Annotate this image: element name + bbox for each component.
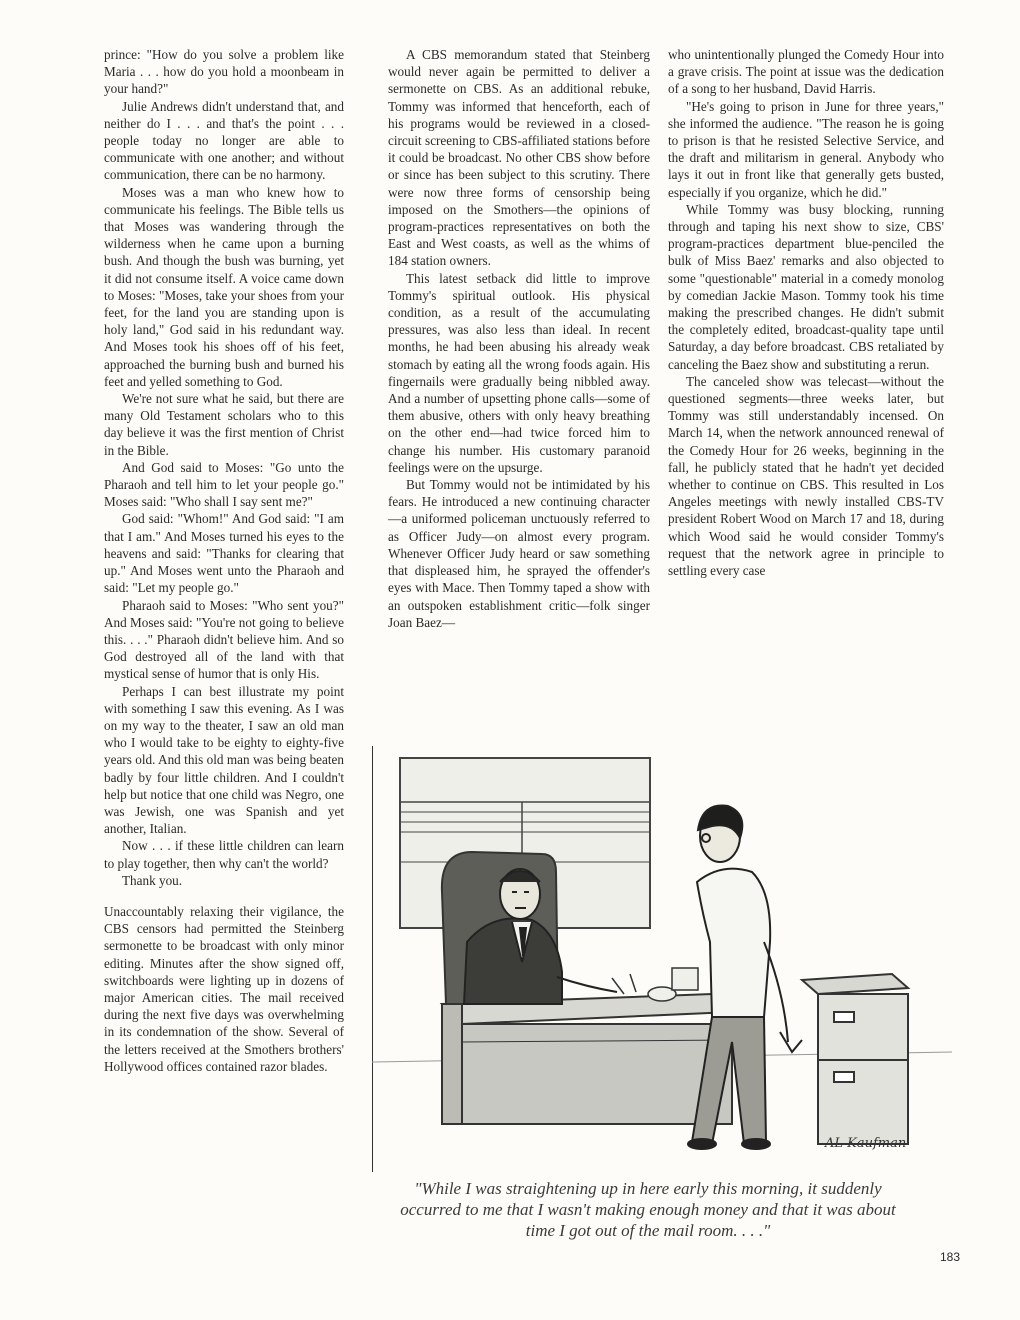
article-column-3	[668, 46, 944, 579]
paragraph: Thank you.	[122, 872, 183, 888]
paragraph: But Tommy would not be intimidated by his fears. He introduced a new continuing character—a uniformed policeman unctuously referred to as Officer Judy—on almost every program. Whenever Officer Judy heard or saw something that displeased him, he sprayed the offender's eyes with Mace. Then Tommy taped a show with an outspoken establishment critic—folk singer Joan Baez—	[388, 477, 650, 630]
office-desk	[442, 994, 732, 1124]
paragraph: This latest setback did little to improve Tommy's spiritual outlook. His physical condition, as a result of the accumulating pressures, was also less than ideal. In recent months, he had been abusing his already weak stomach by eating all the wrong foods again. His fingernails were gradually being nibbled away. And a number of upsetting phone calls—some of them abusive, others with only heavy breathing on the other end—had twice forced him to change his number. His customary paranoid feelings were on the upsurge.	[388, 270, 650, 475]
paragraph: Julie Andrews didn't understand that, and neither do I . . . and that's the point . . . people today no longer are able to communicate with one another; and without communication, there can be no harmony.	[104, 98, 344, 183]
paragraph: who unintentionally plunged the Comedy Hour into a grave crisis. The point at issue was the dedication of a song to her husband, David Harris.	[668, 47, 944, 97]
paragraph-closing: Unaccountably relaxing their vigilance, the CBS censors had permitted the Steinberg sermonette to be broadcast with only minor editing. Minutes after the show signed off, switchboards were lighting up in dozens of major American cities. The mail received during the next five days was overwhelming in its condemnation of the show. Several of the letters received at the Smothers brothers' Hollywood offices contained razor blades.	[104, 903, 344, 1074]
paragraph: The canceled show was telecast—without the questioned segments—three weeks later, but Tommy was still understandably incensed. On March 14, when the network announced renewal of the Comedy Hour for 26 weeks, beginning in the fall, he publicly stated that he hadn't yet decided whether to continue on CBS. This resulted in Los Angeles meetings with newly installed CBS-TV president Robert Wood on March 17 and 18, during which Wood said he would consider Tommy's request that the network agree in principle to settling every case	[668, 373, 944, 579]
paragraph: While Tommy was busy blocking, running through and taping his next show to size, CBS' program-practices department blue-penciled the bulk of Miss Baez' remarks and also objected to some "questionable" material in a comedy monolog by comedian Jackie Mason. Tommy took his time making the prescribed changes. He didn't submit the completely edited, broadcast-quality tape until Saturday, a day before broadcast. CBS retaliated by canceling the Baez show and substituting a rerun.	[668, 201, 944, 372]
paragraph: Perhaps I can best illustrate my point with something I saw this evening. As I was on my way to the theater, I saw an old man who I would take to be eighty to eighty-five years old. And this old man was being beaten badly by four little children. And I couldn't help but notice that one child was Negro, one was Jewish, one was Spanish and yet another, Italian.	[104, 683, 344, 837]
paragraph: "He's going to prison in June for three years," she informed the audience. "The reason he is going to prison is that he resisted Selective Service, and the draft and militarism in general. Anybody who lays it out in front like that generally gets busted, especially if you organize, which he did."	[668, 98, 944, 200]
paragraph: Now . . . if these little children can learn to play together, then why can't the world?	[104, 838, 344, 871]
paragraph: God said: "Whom!" And God said: "I am that I am." And Moses turned his eyes to the heavens and said: "Thanks for clearing that up." And Moses went unto the Pharaoh and said: "Let my people go."	[104, 511, 344, 596]
page-number: 183	[940, 1250, 961, 1264]
article-column-1	[104, 46, 344, 1075]
paragraph: We're not sure what he said, but there are many Old Testament scholars who to this day believe it was the first mention of Christ in the Bible.	[104, 391, 344, 458]
article-column-2	[388, 46, 650, 631]
standing-young-man-figure	[688, 806, 802, 1150]
paragraph: Pharaoh said to Moses: "Who sent you?" And Moses said: "You're not going to believe this. . . ." Pharaoh didn't believe him. And so God destroyed all of the land with that mystical sense of humor that is only His.	[104, 597, 344, 682]
paragraph: prince: "How do you solve a problem like Maria . . . how do you hold a moonbeam in your hand?"	[104, 47, 344, 97]
file-cabinet	[802, 974, 908, 1144]
cartoonist-signature: AL Kaufman	[825, 1136, 907, 1151]
cartoon-illustration	[372, 742, 952, 1174]
paragraph: A CBS memorandum stated that Steinberg would never again be permitted to deliver a sermonette on CBS. As an additional rebuke, Tommy was informed that henceforth, each of his programs would be reviewed in a closed-circuit screening to CBS-affiliated stations before it could be broadcast. No other CBS show before or since has been subject to this scrutiny. There were now three forms of censorship being imposed on the Smothers—the opinions of program-practices representatives on both the East and West coasts, as well as the whims of 184 station owners.	[388, 47, 650, 269]
paragraph: Moses was a man who knew how to communicate his feelings. The Bible tells us that Moses was wandering through the wilderness when he came upon a burning bush. And though the bush was burning, yet it did not consume itself. A voice came down to Moses: "Moses, take your shoes from your feet, for the land you are standing upon is holy land," God said in his redundant way. And Moses took his shoes off of his feet, approached the burning bush and burned his feet and yelled something to God.	[104, 184, 344, 389]
paragraph: And God said to Moses: "Go unto the Pharaoh and tell him to let your people go." Moses said: "Who shall I say sent me?"	[104, 459, 344, 510]
cartoon-caption: "While I was straightening up in here early this morning, it suddenly occurred to me that I wasn't making enough money and that it was about time I got out of the mail room. . . ."	[400, 1179, 896, 1240]
